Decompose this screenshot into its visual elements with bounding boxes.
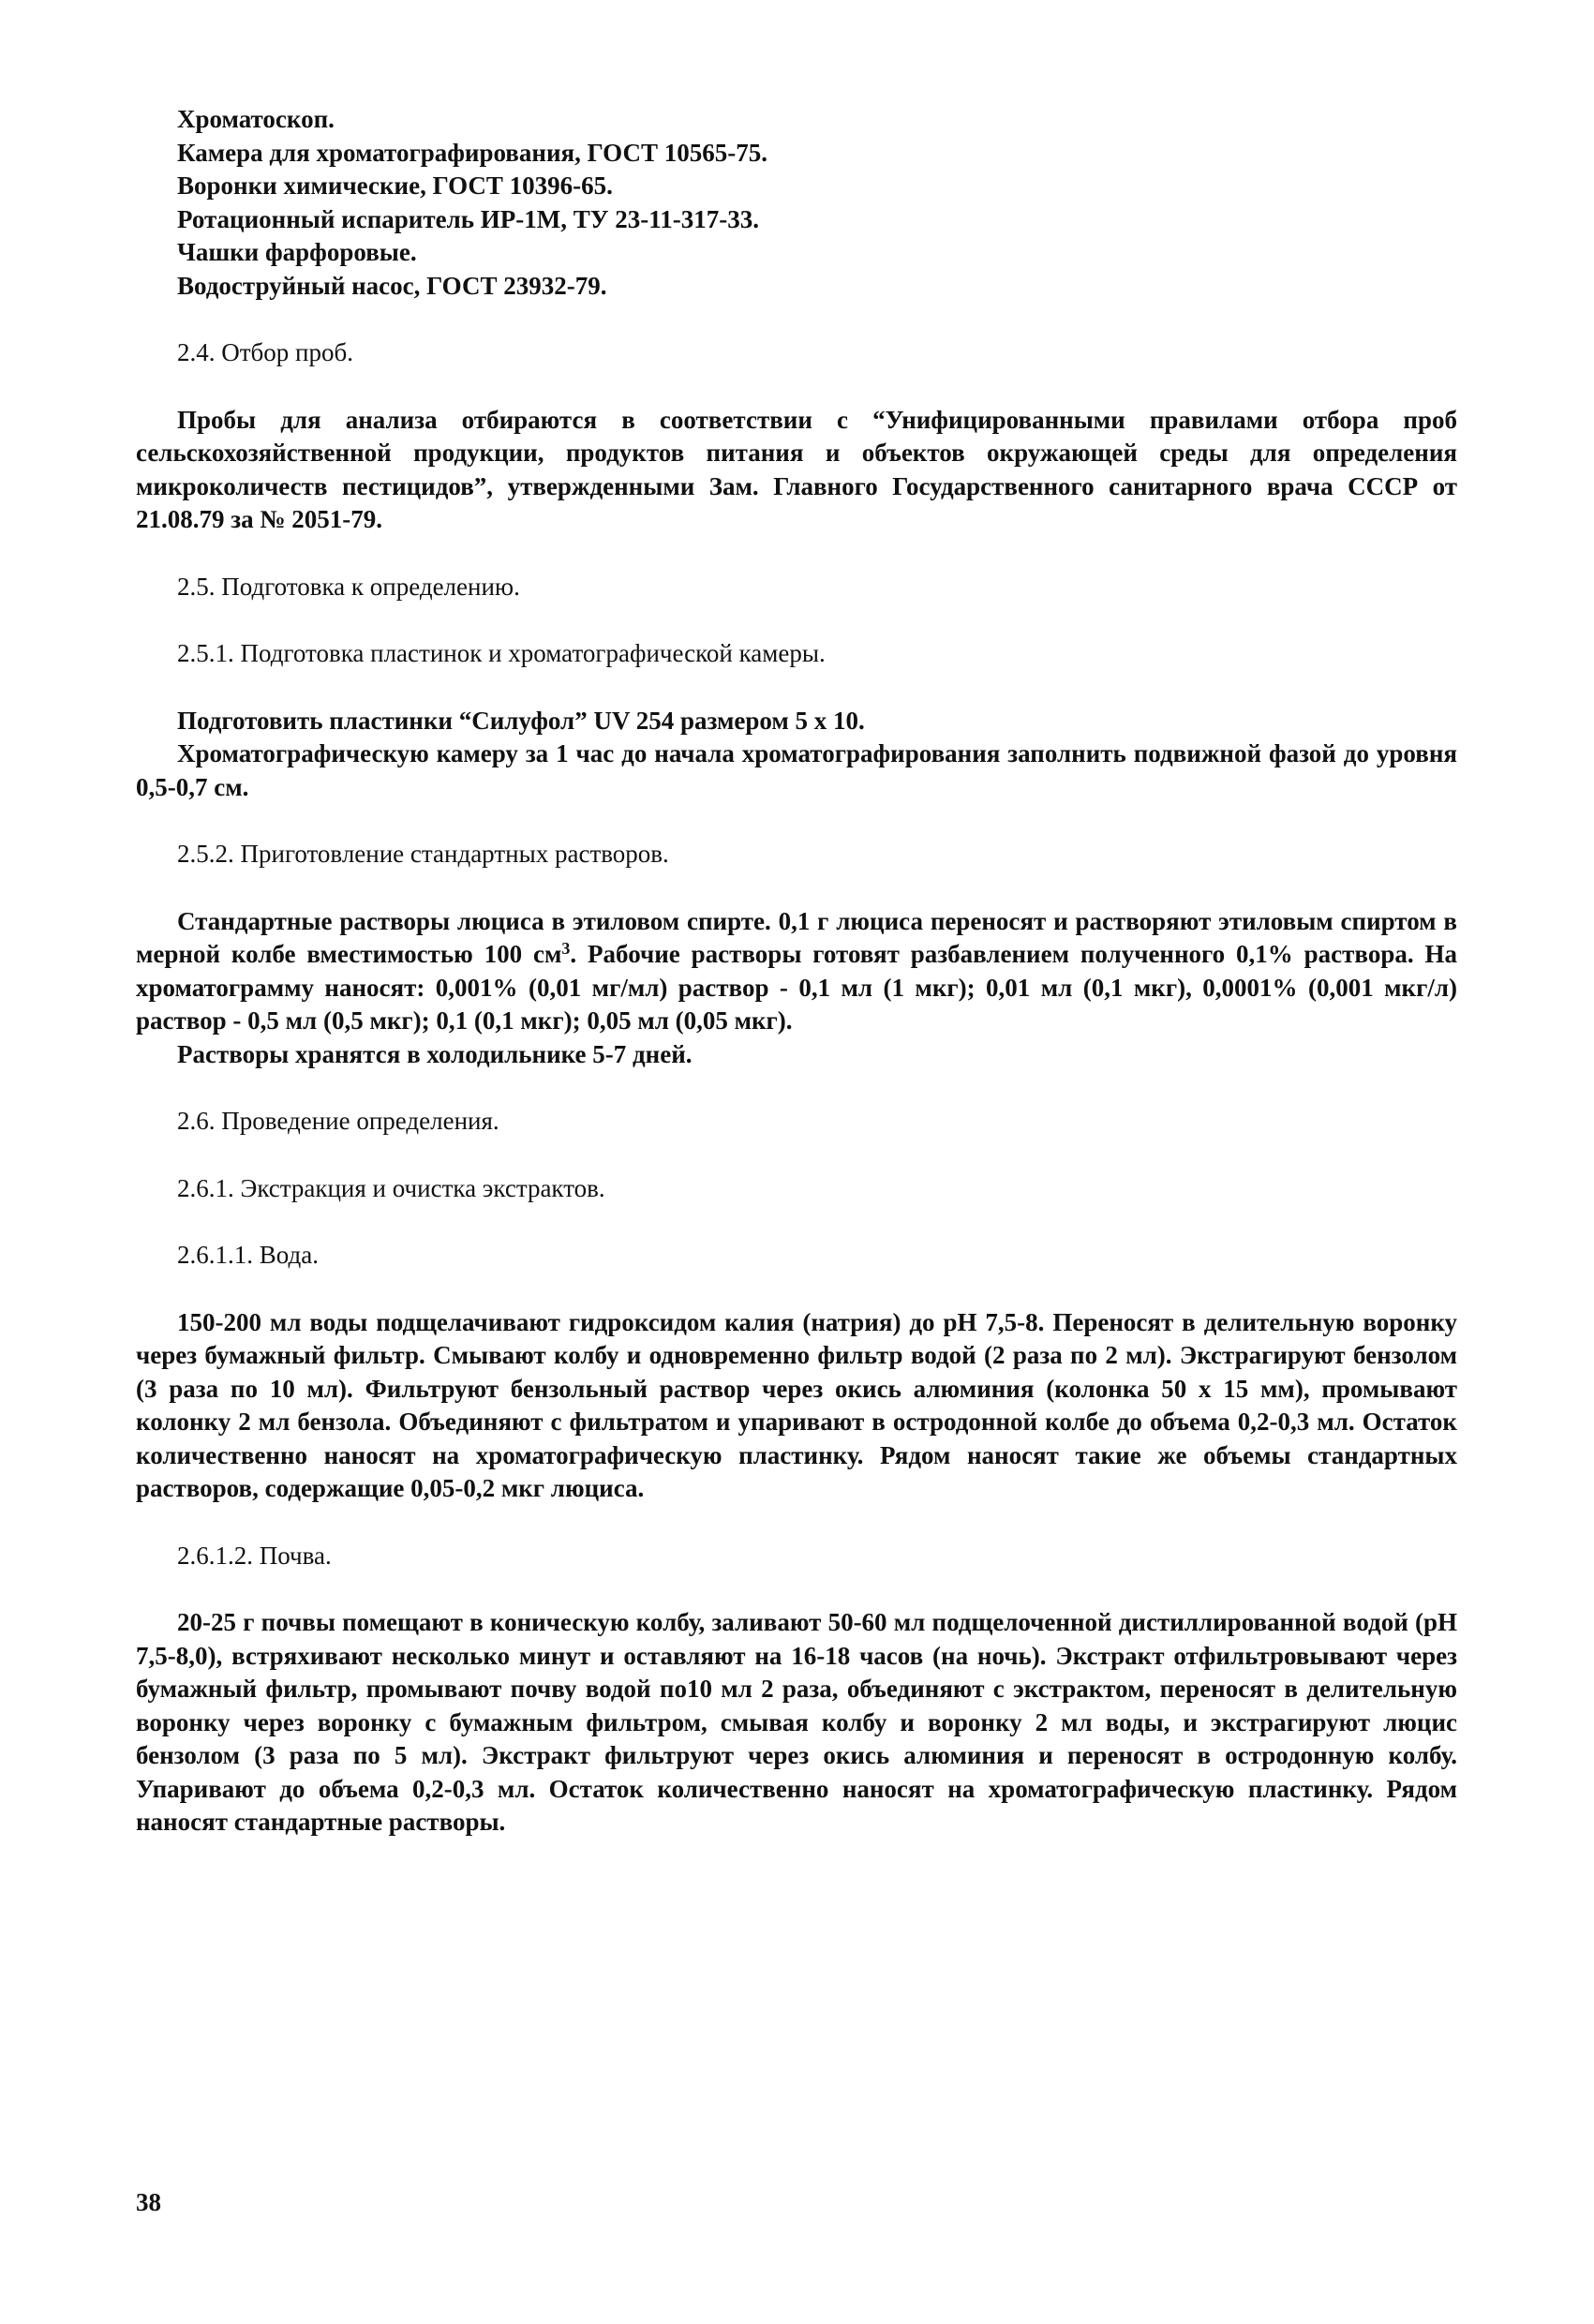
section-heading-2-6: 2.6. Проведение определения.	[177, 1107, 499, 1135]
section-heading-2-5-2: 2.5.2. Приготовление стандартных растворов.	[177, 840, 669, 868]
section-heading-2-6-1-1: 2.6.1.1. Вода.	[177, 1241, 319, 1269]
superscript: 3	[561, 939, 571, 958]
equipment-item: Хроматоскоп.	[177, 105, 335, 133]
section-heading-2-6-1: 2.6.1. Экстракция и очистка экстрактов.	[177, 1173, 605, 1202]
section-heading-2-4: 2.4. Отбор проб.	[177, 338, 353, 366]
page-content	[136, 103, 1457, 1840]
paragraph-text: Стандартные растворы люциса в этиловом спирте. 0,1 г люциса переносят и растворяют этиловым спиртом в мерной колбе вместимостью 100 см	[136, 906, 1457, 968]
section-heading-2-6-1-2: 2.6.1.2. Почва.	[177, 1541, 332, 1570]
equipment-item: Ротационный испаритель ИР-1М, ТУ 23-11-317-33.	[177, 204, 760, 233]
equipment-list	[136, 103, 1457, 303]
equipment-item: Камера для хроматографирования, ГОСТ 10565-75.	[177, 138, 767, 167]
paragraph-text: . Рабочие растворы готовят разбавлением полученного 0,1% раствора. На хроматограмму наносят: 0,001% (0,01 мг/мл) раствор - 0,1 мл (1 мкг); 0,01 мл (0,1 мкг), 0,0001% (0,001 мкг/л) раствор - 0,5 мл (0,5 мкг); 0,1 (0,1 мкг); 0,05 мл (0,05 мкг).	[136, 940, 1457, 1035]
section-heading-2-5: 2.5. Подготовка к определению.	[177, 572, 520, 601]
page-number: 38	[136, 2188, 161, 2216]
section-paragraph-2-6-1-1: 150-200 мл воды подщелачивают гидроксидом калия (натрия) до pH 7,5-8. Переносят в делительную воронку через бумажный фильтр. Смывают колбу и одновременно фильтр водой (2 раза по 2 мл). Экстрагируют бензолом (3 раза по 10 мл). Фильтруют бензольный раствор через окись алюминия (колонка 50 х 15 мм), промывают колонку 2 мл бензола. Объединяют с фильтратом и упаривают в остродонной колбе до объема 0,2-0,3 мл. Остаток количественно наносят на хроматографическую пластинку. Рядом наносят такие же объемы стандартных растворов, содержащие 0,05-0,2 мкг люциса.	[136, 1307, 1457, 1502]
section-paragraph-2-5-2-b: Растворы хранятся в холодильнике 5-7 дней.	[177, 1039, 693, 1068]
section-paragraph-2-5-1-b: Хроматографическую камеру за 1 час до начала хроматографирования заполнить подвижной фазой до уровня 0,5-0,7 см.	[136, 739, 1457, 801]
equipment-item: Водоструйный насос, ГОСТ 23932-79.	[177, 271, 607, 300]
equipment-item: Чашки фарфоровые.	[177, 238, 417, 266]
section-paragraph-2-5-2-a	[136, 905, 1457, 1038]
equipment-item: Воронки химические, ГОСТ 10396-65.	[177, 171, 613, 200]
section-heading-2-5-1: 2.5.1. Подготовка пластинок и хроматографической камеры.	[177, 639, 826, 667]
section-paragraph-2-6-1-2: 20-25 г почвы помещают в коническую колбу, заливают 50-60 мл подщелоченной дистиллированной водой (pH 7,5-8,0), встряхивают несколько минут и оставляют на 16-18 часов (на ночь). Экстракт отфильтровывают через бумажный фильтр, промывают почву водой по10 мл 2 раза, объединяют с экстрактом, переносят в делительную воронку через воронку с бумажным фильтром, смывая колбу и воронку 2 мл воды, и экстрагируют люцис бензолом (3 раза по 5 мл). Экстракт фильтруют через окись алюминия и переносят в остродонную колбу. Упаривают до объема 0,2-0,3 мл. Остаток количественно наносят на хроматографическую пластинку. Рядом наносят стандартные растворы.	[136, 1608, 1457, 1836]
section-paragraph-2-4: Пробы для анализа отбираются в соответствии с “Унифицированными правилами отбора проб сельскохозяйственной продукции, продуктов питания и объектов окружающей среды для определения микроколичеств пестицидов”, утвержденными Зам. Главного Государственного санитарного врача СССР от 21.08.79 за № 2051-79.	[136, 405, 1457, 533]
section-paragraph-2-5-1-a: Подготовить пластинки “Силуфол” UV 254 размером 5 х 10.	[177, 706, 865, 735]
